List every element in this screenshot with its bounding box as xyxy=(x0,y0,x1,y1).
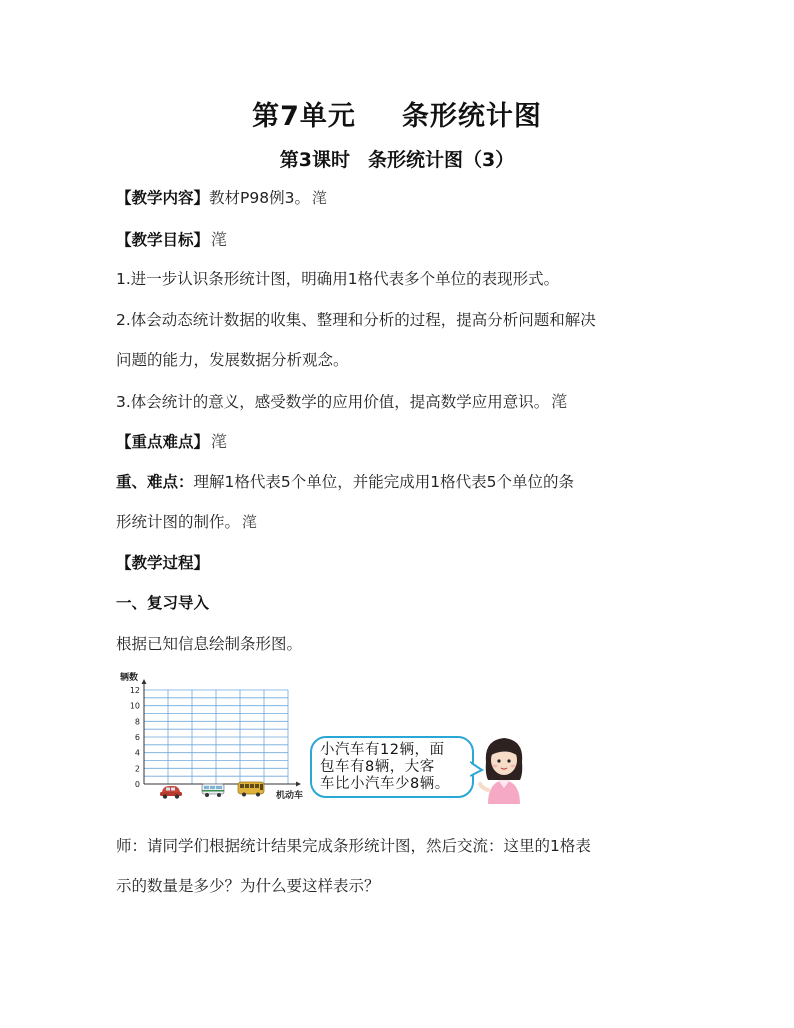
x-axis-arrow xyxy=(296,782,301,787)
car-icon xyxy=(160,786,182,799)
goals-end-mark: 滗 xyxy=(551,392,568,411)
process-label: 【教学过程】 xyxy=(116,554,210,572)
section-heading: 一、复习导入 xyxy=(116,594,210,612)
y-tick-label: 4 xyxy=(134,748,140,758)
content-label: 【教学内容】 xyxy=(116,189,210,207)
key-line-2 xyxy=(116,510,257,532)
speech-bubble xyxy=(310,736,474,798)
y-tick-label: 10 xyxy=(129,701,140,711)
key-text-1: 理解1格代表5个单位，并能完成用1格代表5个单位的条 xyxy=(193,473,574,491)
content-mark: 滗 xyxy=(311,189,327,207)
bar-chart xyxy=(116,668,306,806)
goal-item: 2.体会动态统计数据的收集、整理和分析的过程，提高分析问题和解决 xyxy=(116,311,596,329)
goal-item: 1.进一步认识条形统计图，明确用1格代表多个单位的表现形式。 xyxy=(116,270,560,288)
y-tick-label: 6 xyxy=(134,733,140,742)
y-axis-label: 辆数 xyxy=(120,673,139,683)
content-row xyxy=(116,186,327,208)
bubble-line: 小汽车有12辆，面 xyxy=(320,742,445,758)
teacher-line-2: 示的数量是多少？为什么要这样表示？ xyxy=(116,877,380,895)
chart-grid xyxy=(144,690,288,784)
key-end-mark: 滗 xyxy=(242,513,258,531)
key-bold: 重、难点： xyxy=(116,473,194,491)
key-mark: 滗 xyxy=(211,432,228,451)
y-tick-label: 8 xyxy=(134,717,140,727)
goals-row xyxy=(116,227,227,250)
y-axis-arrow xyxy=(142,679,147,684)
key-row xyxy=(116,429,227,452)
lesson-number: 第3课时 xyxy=(279,149,350,171)
y-tick-labels xyxy=(130,686,140,789)
bubble-line: 车比小汽车少8辆。 xyxy=(320,776,450,792)
key-text-2: 形统计图的制作。 xyxy=(116,513,241,531)
goals-mark: 滗 xyxy=(211,230,228,249)
lesson-title xyxy=(0,145,794,172)
goals-label: 【教学目标】 xyxy=(116,231,210,249)
y-tick-label: 12 xyxy=(129,686,140,695)
goal-item-3 xyxy=(116,389,567,412)
teacher-line-1: 师：请同学们根据统计结果完成条形统计图，然后交流：这里的1格表 xyxy=(116,837,591,855)
y-tick-label: 2 xyxy=(134,764,140,774)
x-axis-label: 机动车 xyxy=(276,791,304,801)
key-label: 【重点难点】 xyxy=(116,433,210,451)
girl-illustration-icon xyxy=(476,734,532,804)
goal-item: 3.体会统计的意义，感受数学的应用价值，提高数学应用意识。 xyxy=(116,393,550,411)
unit-name: 条形统计图 xyxy=(401,101,542,132)
bubble-line: 包车有8辆，大客 xyxy=(320,759,435,775)
unit-number: 第7单元 xyxy=(252,101,356,132)
instruction-text: 根据已知信息绘制条形图。 xyxy=(116,635,303,653)
y-tick-label: 0 xyxy=(134,780,140,789)
bus-icon xyxy=(238,782,264,797)
van-icon xyxy=(202,784,224,797)
unit-title xyxy=(0,94,794,133)
key-line-1 xyxy=(116,470,574,492)
lesson-name: 条形统计图（3） xyxy=(368,149,515,171)
goal-item: 问题的能力，发展数据分析观念。 xyxy=(116,351,349,369)
content-text: 教材P98例3。 xyxy=(209,189,310,207)
